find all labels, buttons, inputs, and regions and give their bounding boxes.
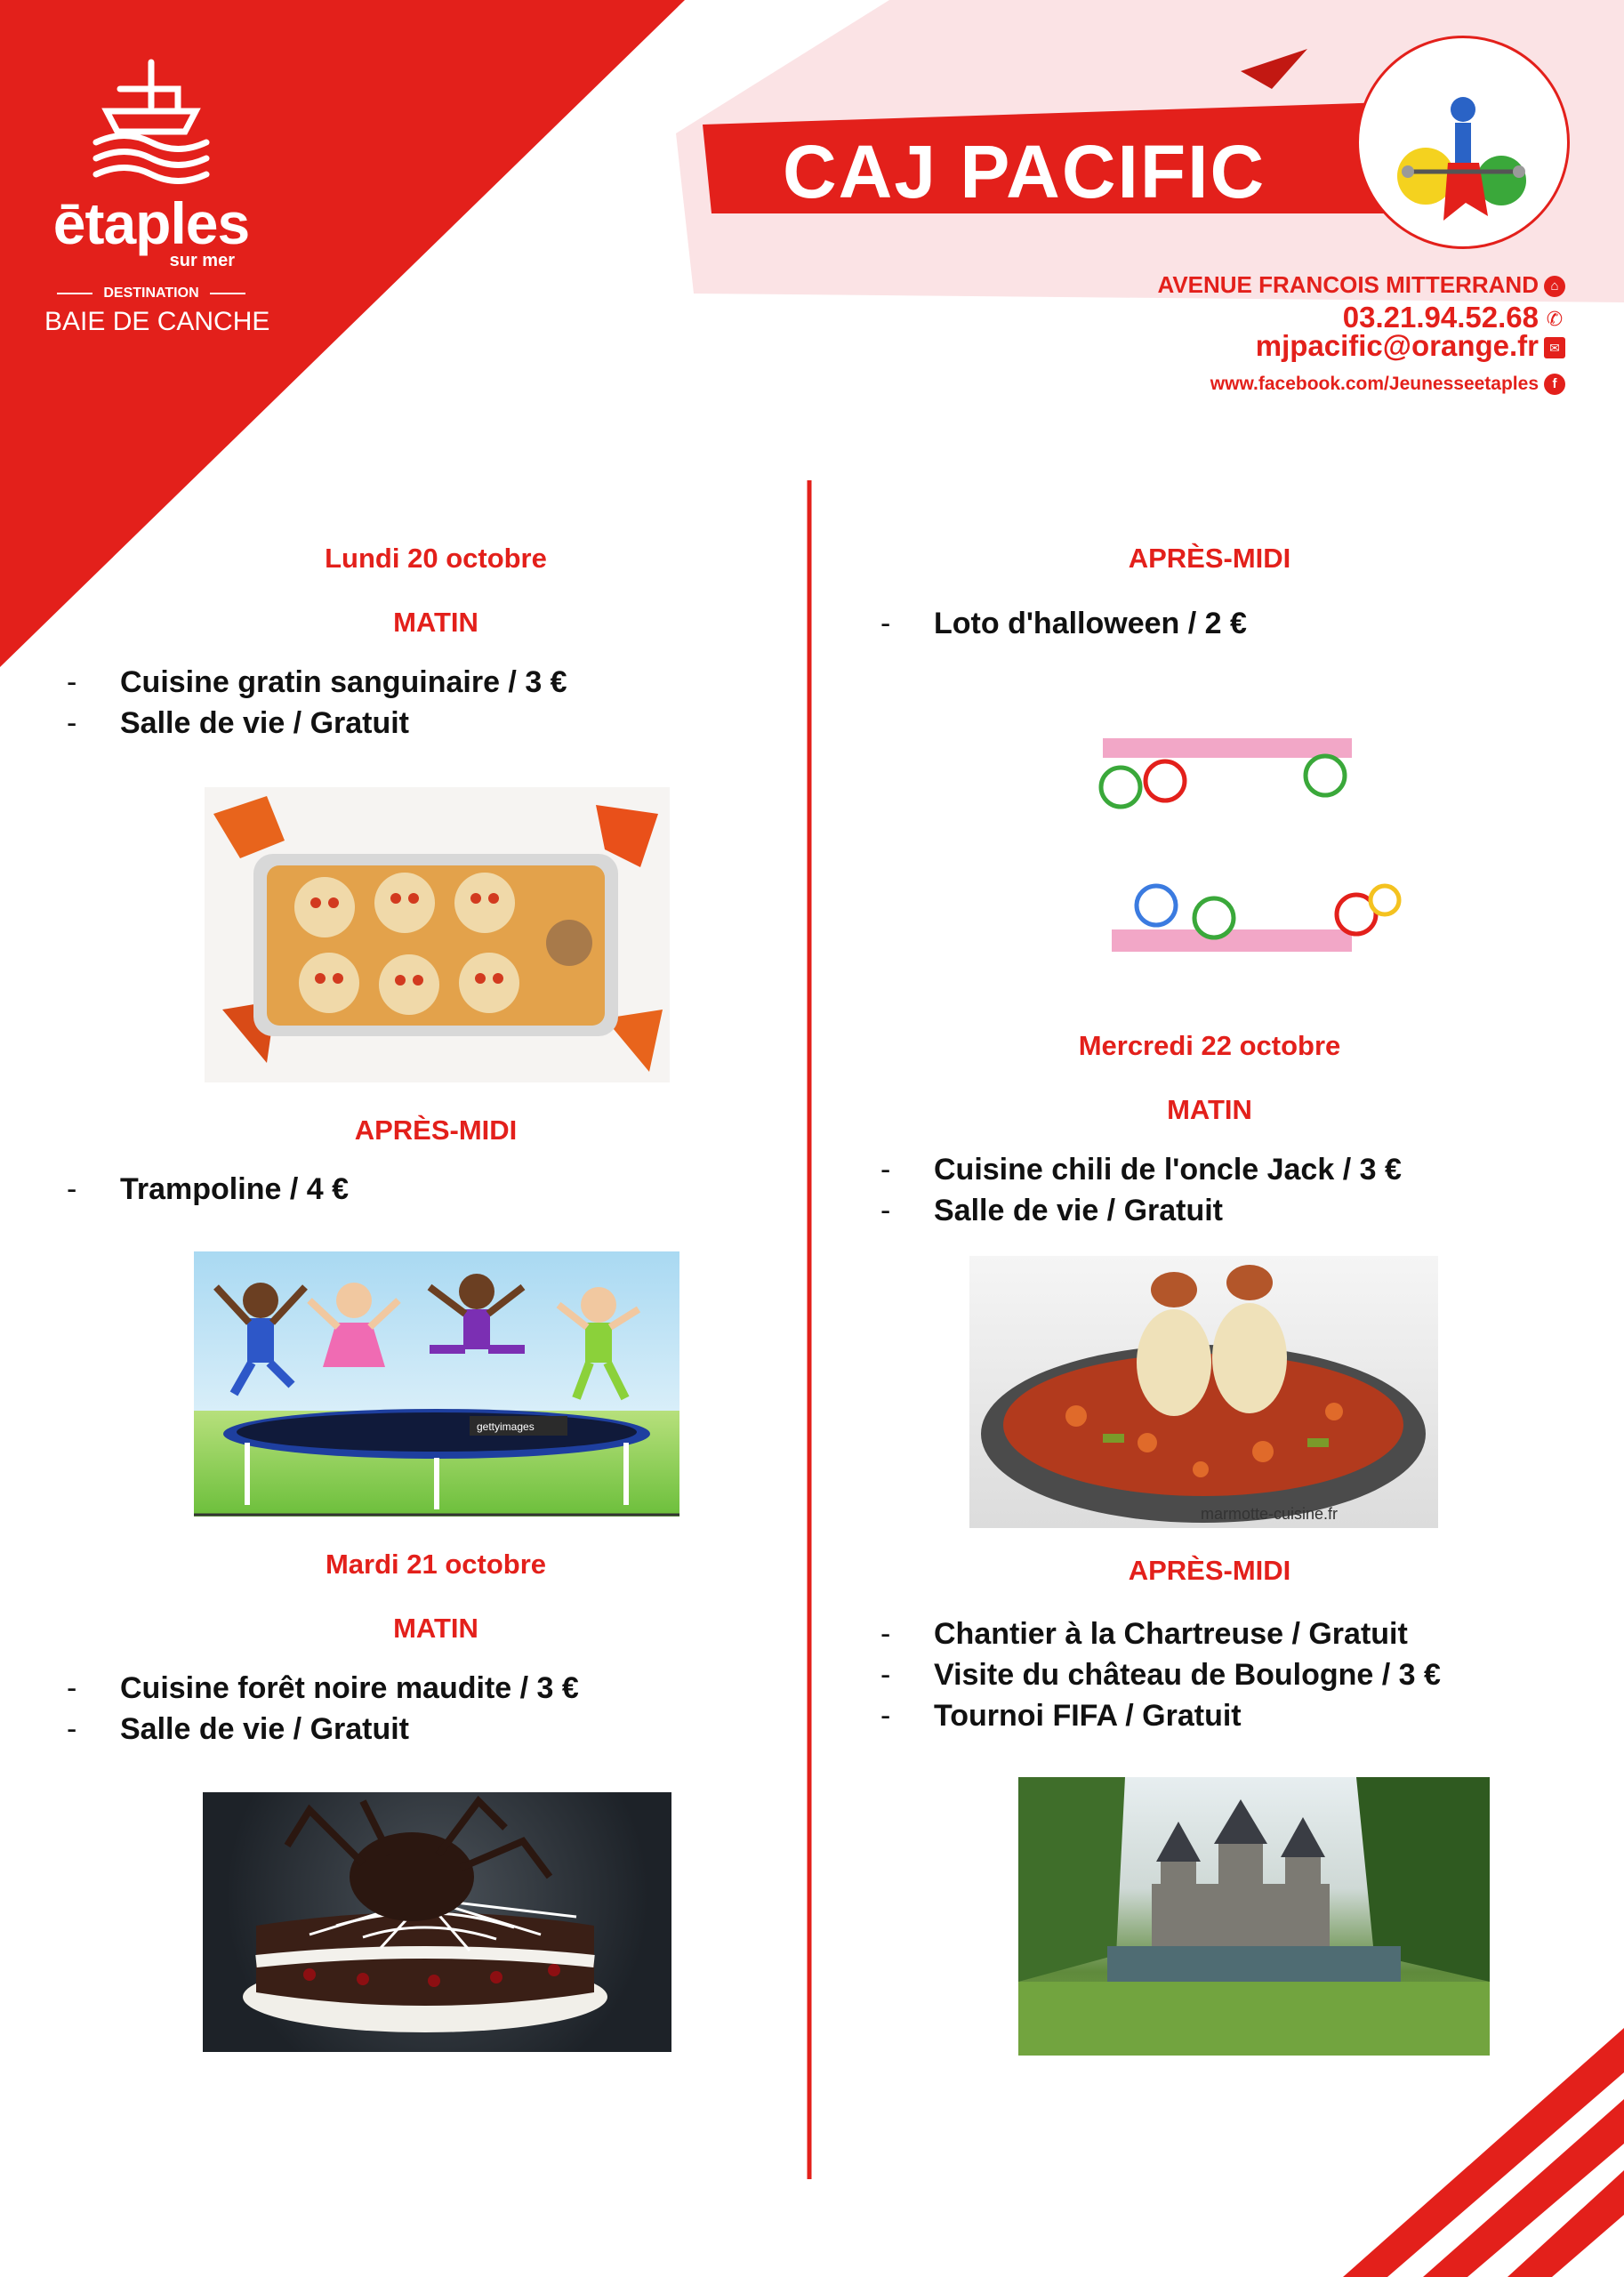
mercredi-afternoon-item-3: - Tournoi FIFA / Gratuit [880,1699,1242,1733]
mercredi-afternoon-item-2: - Visite du château de Boulogne / 3 € [880,1658,1441,1692]
mardi-afternoon-label: APRÈS-MIDI [1128,543,1291,574]
day-title-mercredi: Mercredi 22 octobre [1078,1030,1341,1061]
etaples-logo [44,53,270,374]
lundi-afternoon-item-1: - Trampoline / 4 € [67,1172,349,1206]
address-text: AVENUE FRANCOIS MITTERRAND [1157,271,1539,298]
facebook-icon: f [1544,374,1565,395]
marmotte-watermark: marmotte-cuisine.fr [1201,1505,1339,1523]
mardi-morning-item-2: - Salle de vie / Gratuit [67,1712,410,1746]
facebook-text[interactable]: www.facebook.com/Jeunesseetaples [1210,374,1539,394]
email-line [1256,329,1565,363]
facebook-line [1210,374,1565,395]
mail-icon: ✉ [1544,337,1565,358]
mercredi-afternoon-item-1: - Chantier à la Chartreuse / Gratuit [880,1617,1408,1651]
loto-photo [996,712,1459,1005]
lundi-morning-item-2: - Salle de vie / Gratuit [67,706,410,740]
chateau-photo [1018,1777,1490,2056]
destination-label: DESTINATION [103,286,199,301]
destination-name: BAIE DE CANCHE [44,307,270,336]
town-sub: sur mer [169,251,235,270]
mercredi-morning-label: MATIN [1167,1094,1252,1125]
gratin-photo [205,787,670,1082]
lundi-afternoon-label: APRÈS-MIDI [354,1114,518,1146]
town-name: ētaples [52,190,250,256]
email-text[interactable]: mjpacific@orange.fr [1255,329,1539,362]
phone-text[interactable]: 03.21.94.52.68 [1342,301,1539,334]
lundi-morning-item-1: - Cuisine gratin sanguinaire / 3 € [67,665,567,699]
mardi-afternoon-item-1: - Loto d'halloween / 2 € [880,607,1247,640]
mercredi-morning-item-1: - Cuisine chili de l'oncle Jack / 3 € [880,1153,1402,1187]
mercredi-morning-item-2: - Salle de vie / Gratuit [880,1194,1224,1227]
mercredi-afternoon-label: APRÈS-MIDI [1128,1555,1291,1586]
gettyimages-watermark: gettyimages [477,1420,535,1433]
trampoline-photo [194,1251,679,1517]
lundi-morning-label: MATIN [393,607,478,638]
caj-logo [1356,36,1570,249]
chili-photo [969,1256,1438,1528]
corner-stripes [1343,2028,1624,2277]
mardi-morning-item-1: - Cuisine forêt noire maudite / 3 € [67,1671,579,1705]
day-title-lundi: Lundi 20 octobre [325,543,547,574]
mascot-icon [1359,38,1567,246]
black-forest-cake-photo [203,1792,671,2052]
boat-waves-icon [80,53,222,196]
mardi-morning-label: MATIN [393,1613,478,1644]
home-icon: ⌂ [1544,276,1565,297]
day-title-mardi: Mardi 21 octobre [325,1549,547,1580]
address-line [1157,271,1565,299]
page-title: CAJ PACIFIC [783,130,1266,213]
phone-icon: ✆ [1546,308,1564,331]
